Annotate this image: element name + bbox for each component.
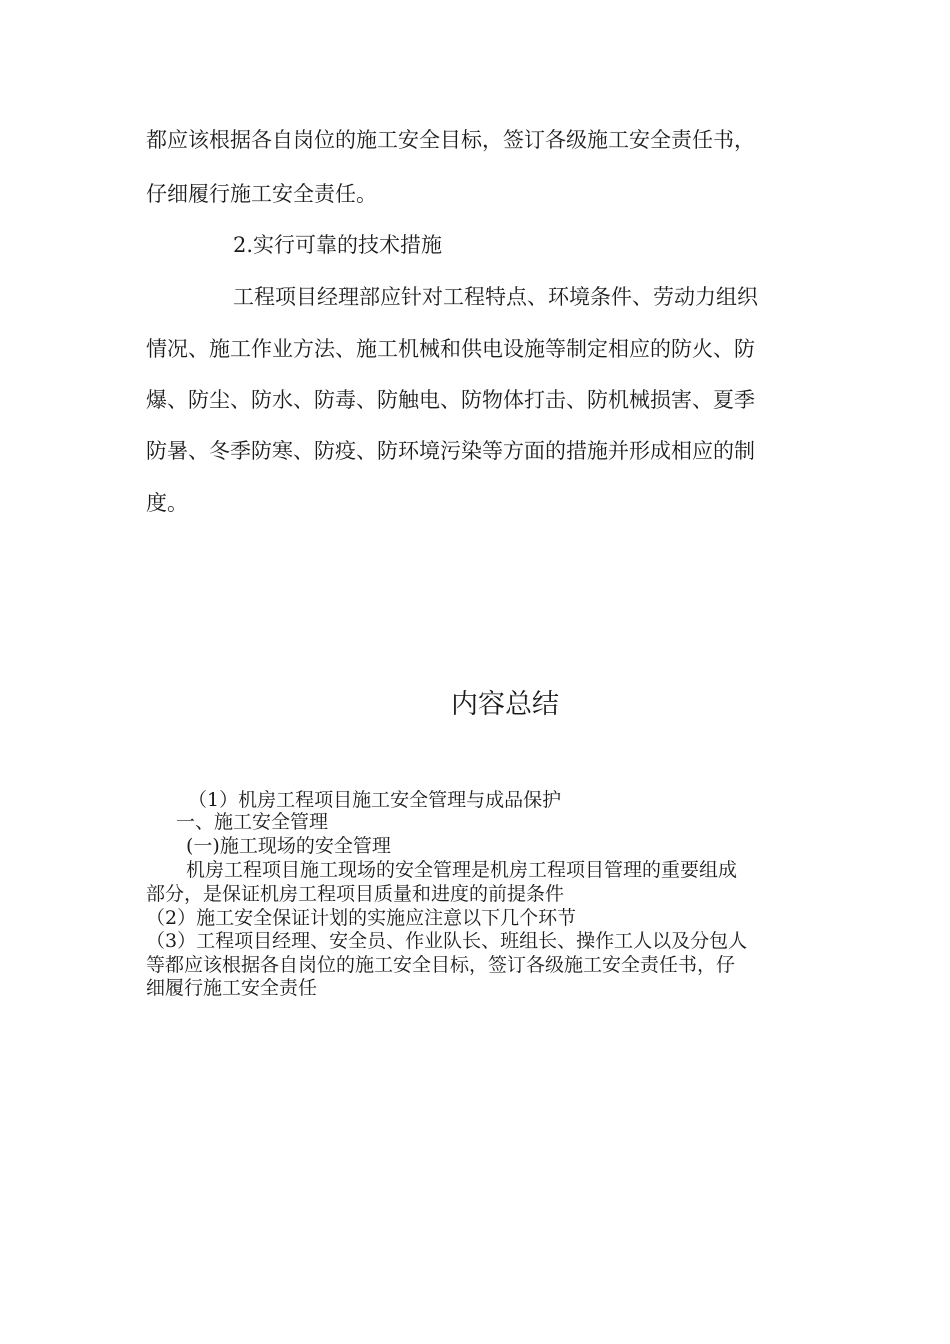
- summary-line-9: 细履行施工安全责任: [146, 977, 318, 999]
- summary-line-8: 等都应该根据各自岗位的施工安全目标，签订各级施工安全责任书，仔: [146, 954, 736, 976]
- body-line-7: 防暑、冬季防寒、防疫、防环境污染等方面的措施并形成相应的制: [146, 439, 755, 463]
- summary-line-5: 部分，是保证机房工程项目质量和进度的前提条件: [146, 883, 565, 905]
- summary-line-7: （3）工程项目经理、安全员、作业队长、班组长、操作工人以及分包人: [146, 930, 748, 952]
- body-line-6: 爆、防尘、防水、防毒、防触电、防物体打击、防机械损害、夏季: [146, 388, 755, 412]
- summary-line-3: (一)施工现场的安全管理: [186, 835, 391, 857]
- body-line-8: 度。: [146, 491, 188, 515]
- body-line-2: 仔细履行施工安全责任。: [146, 182, 377, 206]
- body-line-1: 都应该根据各自岗位的施工安全目标，签订各级施工安全责任书，: [146, 128, 755, 152]
- summary-line-2: 一、施工安全管理: [176, 811, 329, 833]
- body-line-5: 情况、施工作业方法、施工机械和供电设施等制定相应的防火、防: [146, 337, 755, 361]
- summary-line-1: （1）机房工程项目施工安全管理与成品保护: [188, 789, 562, 811]
- body-line-4: 工程项目经理部应针对工程特点、环境条件、劳动力组织: [233, 285, 758, 309]
- summary-title: 内容总结: [451, 689, 559, 720]
- summary-line-6: （2）施工安全保证计划的实施应注意以下几个环节: [146, 907, 577, 929]
- summary-line-4: 机房工程项目施工现场的安全管理是机房工程项目管理的重要组成: [186, 859, 738, 881]
- section-heading: 2.实行可靠的技术措施: [233, 233, 443, 257]
